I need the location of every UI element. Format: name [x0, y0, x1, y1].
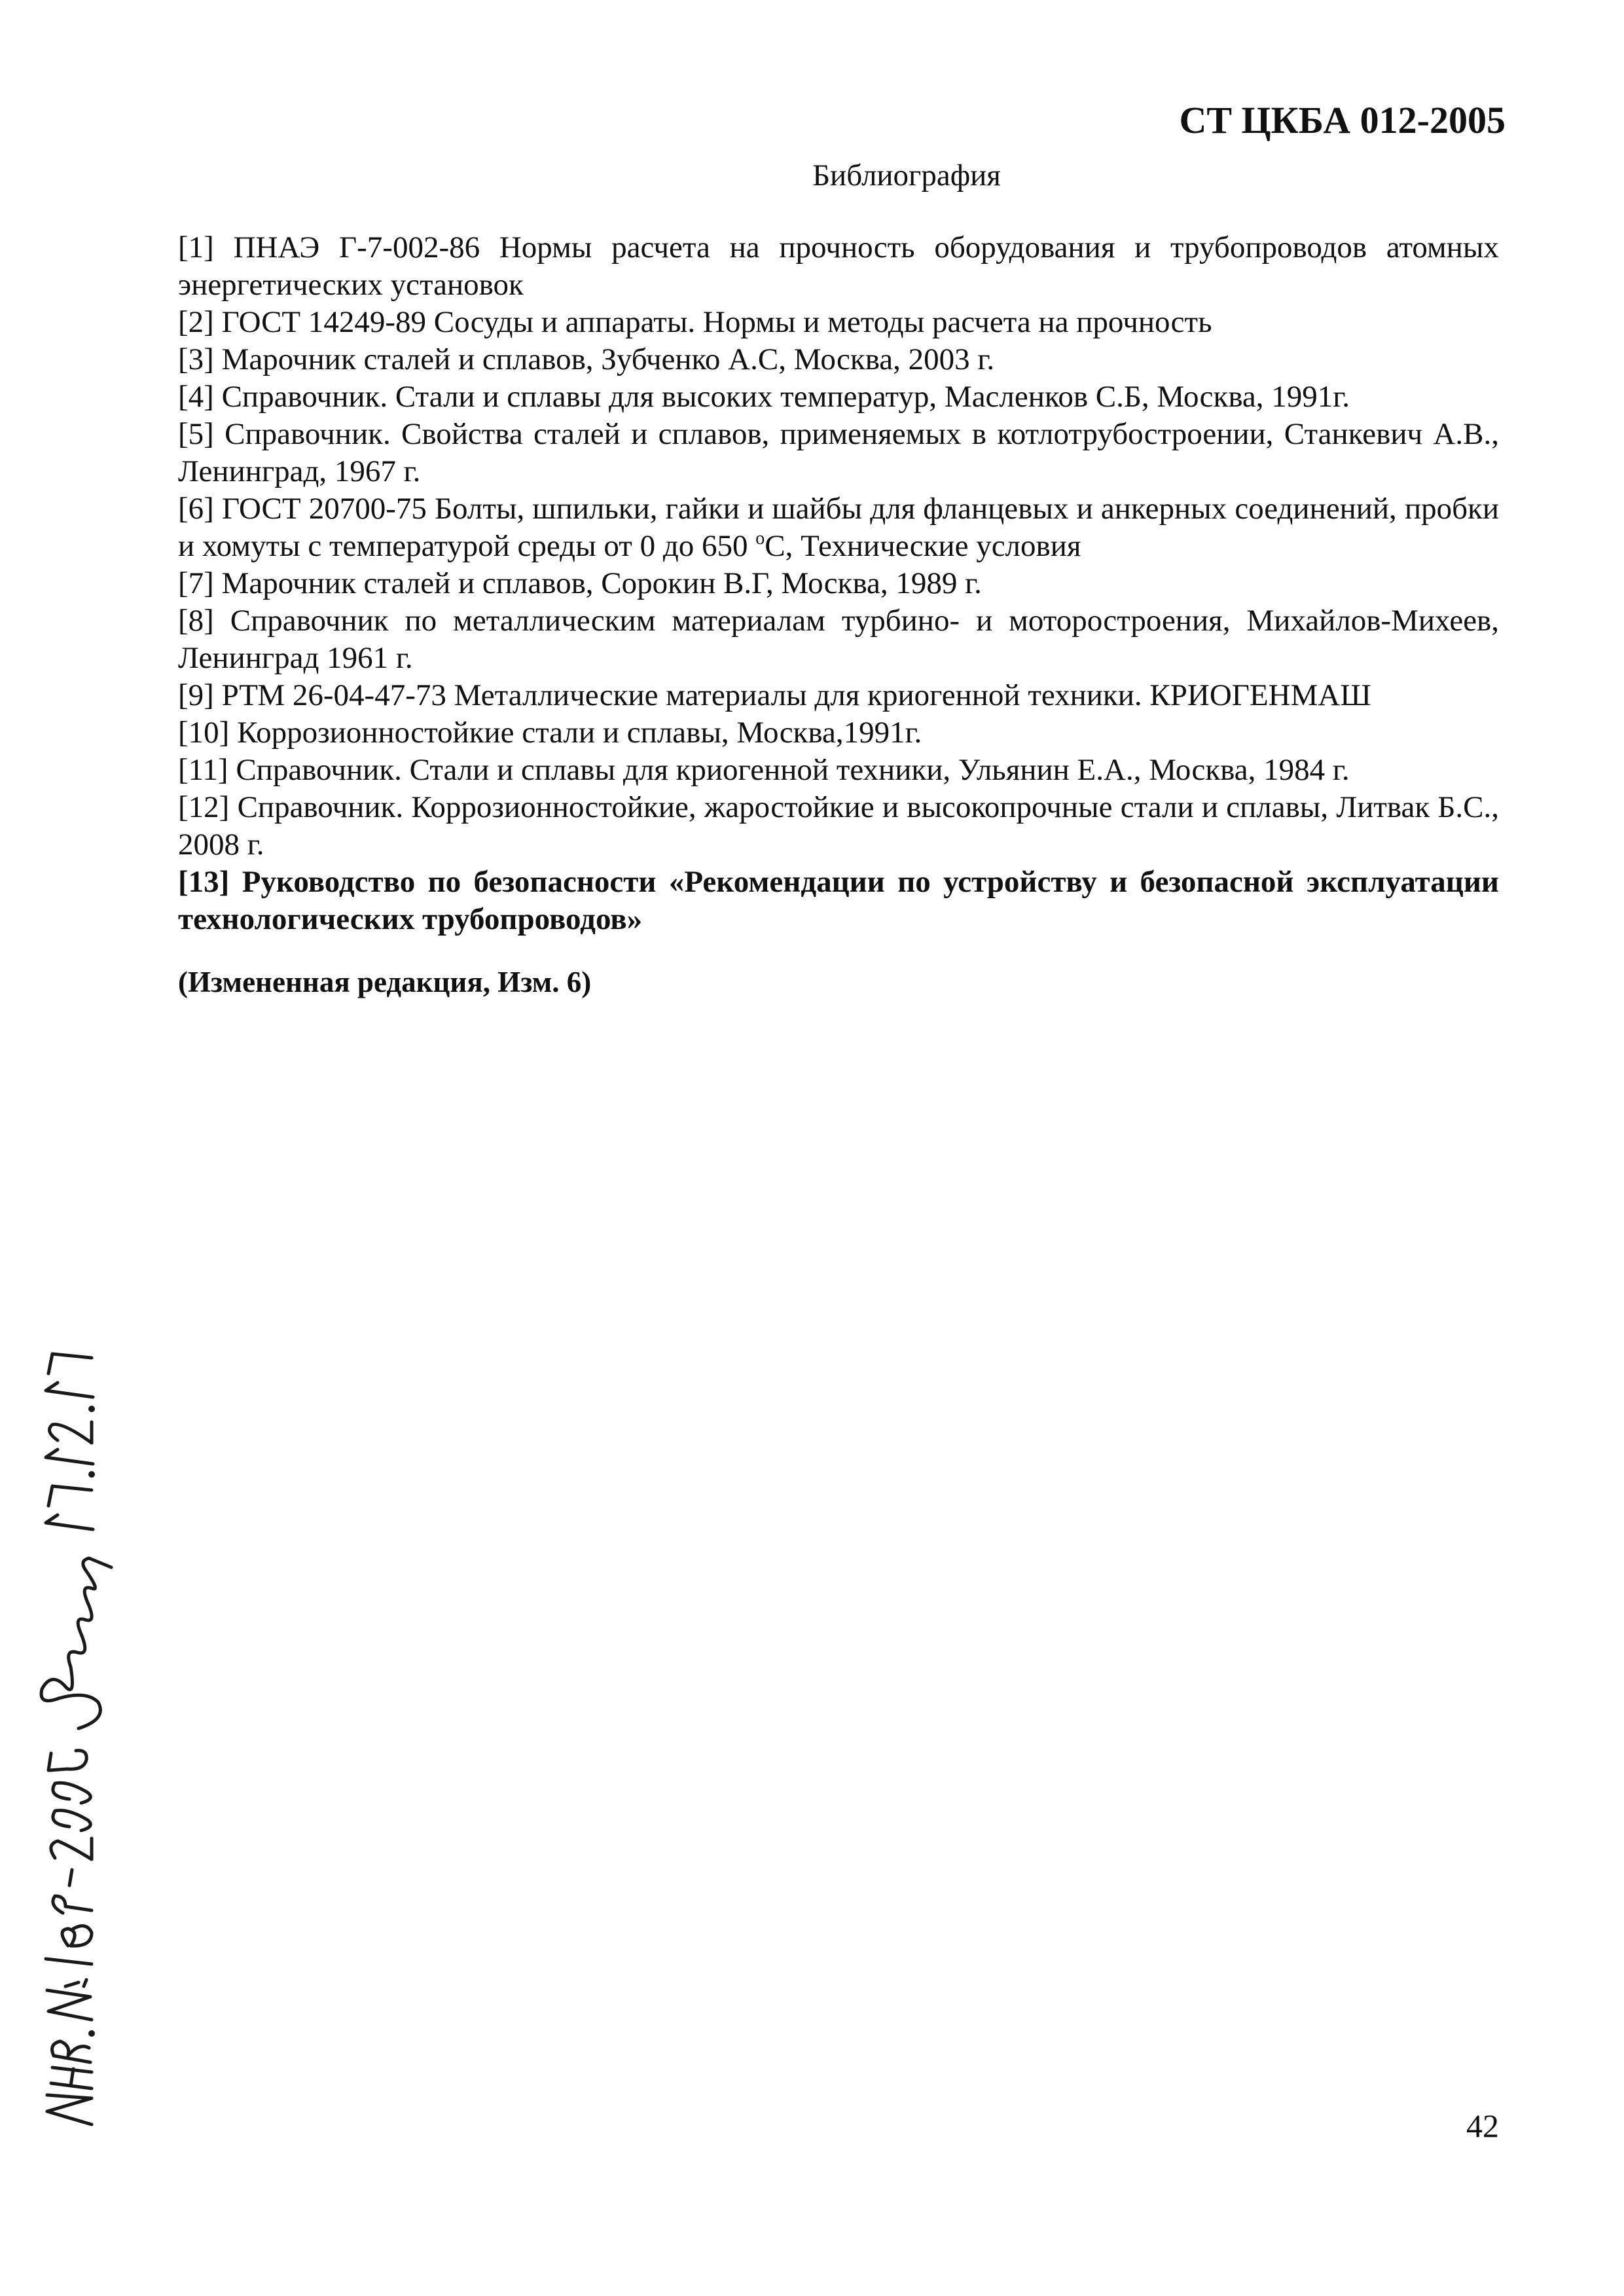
reference-item: [178, 565, 1499, 602]
reference-number: [11]: [178, 753, 228, 787]
reference-item: [178, 714, 1499, 752]
reference-text: Справочник. Стали и сплавы для криогенной техники, Ульянин Е.А., Москва, 1984 г.: [236, 753, 1350, 787]
reference-text: Коррозионностойкие стали и сплавы, Москва,1991г.: [237, 716, 922, 750]
reference-text: Справочник. Свойства сталей и сплавов, применяемых в котлотрубостроении, Станкевич А.В., Ленинград, 1967 г.: [178, 417, 1499, 488]
reference-number: [5]: [178, 417, 214, 451]
reference-item: [178, 378, 1499, 416]
handwritten-inventory-note: [0, 0, 131, 2296]
reference-text: ГОСТ 14249-89 Сосуды и аппараты. Нормы и методы расчета на прочность: [221, 305, 1212, 339]
reference-item: [178, 677, 1499, 714]
reference-text: С, Технические условия: [765, 529, 1081, 563]
reference-number: [12]: [178, 790, 230, 824]
reference-item: [178, 304, 1499, 341]
reference-text: Справочник. Стали и сплавы для высоких температур, Масленков С.Б, Москва, 1991г.: [221, 380, 1350, 414]
reference-number: [6]: [178, 492, 214, 526]
reference-item: [178, 341, 1499, 378]
reference-text: Марочник сталей и сплавов, Зубченко А.С, Москва, 2003 г.: [221, 342, 995, 376]
degree-sign: о: [755, 528, 765, 549]
reference-number: [2]: [178, 305, 214, 339]
reference-number: [9]: [178, 678, 214, 712]
reference-number: [1]: [178, 230, 214, 264]
reference-number: [3]: [178, 342, 214, 376]
reference-text: РТМ 26-04-47-73 Металлические материалы для криогенной техники. КРИОГЕНМАШ: [221, 678, 1371, 712]
document-code: СТ ЦКБА 012-2005: [1179, 99, 1506, 141]
bibliography-list: [178, 229, 1499, 938]
page-number: 42: [1466, 2107, 1499, 2144]
reference-item: [178, 490, 1499, 565]
reference-item: [178, 789, 1499, 864]
section-title: Библиография: [812, 158, 1001, 192]
reference-text: Справочник. Коррозионностойкие, жаростойкие и высокопрочные стали и сплавы, Литвак Б.С., 2008 г.: [178, 790, 1500, 862]
reference-item: [178, 416, 1499, 490]
reference-item-amended: [178, 864, 1499, 938]
reference-text: Марочник сталей и сплавов, Сорокин В.Г, Москва, 1989 г.: [221, 566, 982, 600]
reference-item: [178, 229, 1499, 304]
reference-item: [178, 602, 1499, 677]
reference-number: [13]: [178, 865, 230, 899]
reference-text: Руководство по безопасности «Рекомендации по устройству и безопасной эксплуатации технологических трубопроводов»: [178, 865, 1499, 936]
reference-number: [4]: [178, 380, 214, 414]
reference-text: ПНАЭ Г-7-002-86 Нормы расчета на прочность оборудования и трубопроводов атомных энергетических установок: [178, 230, 1500, 302]
reference-number: [10]: [178, 716, 230, 750]
reference-text: ГОСТ 20700-75 Болты, шпильки, гайки и шайбы для фланцевых и анкерных соединений, пробки и хомуты с температурой среды от 0 до 650: [178, 492, 1500, 563]
amendment-note: (Измененная редакция, Изм. 6): [178, 966, 592, 998]
reference-text: Справочник по металлическим материалам турбино- и моторостроения, Михайлов-Михеев, Ленинград 1961 г.: [178, 604, 1500, 675]
reference-number: [8]: [178, 604, 214, 638]
reference-number: [7]: [178, 566, 214, 600]
reference-item: [178, 752, 1499, 789]
